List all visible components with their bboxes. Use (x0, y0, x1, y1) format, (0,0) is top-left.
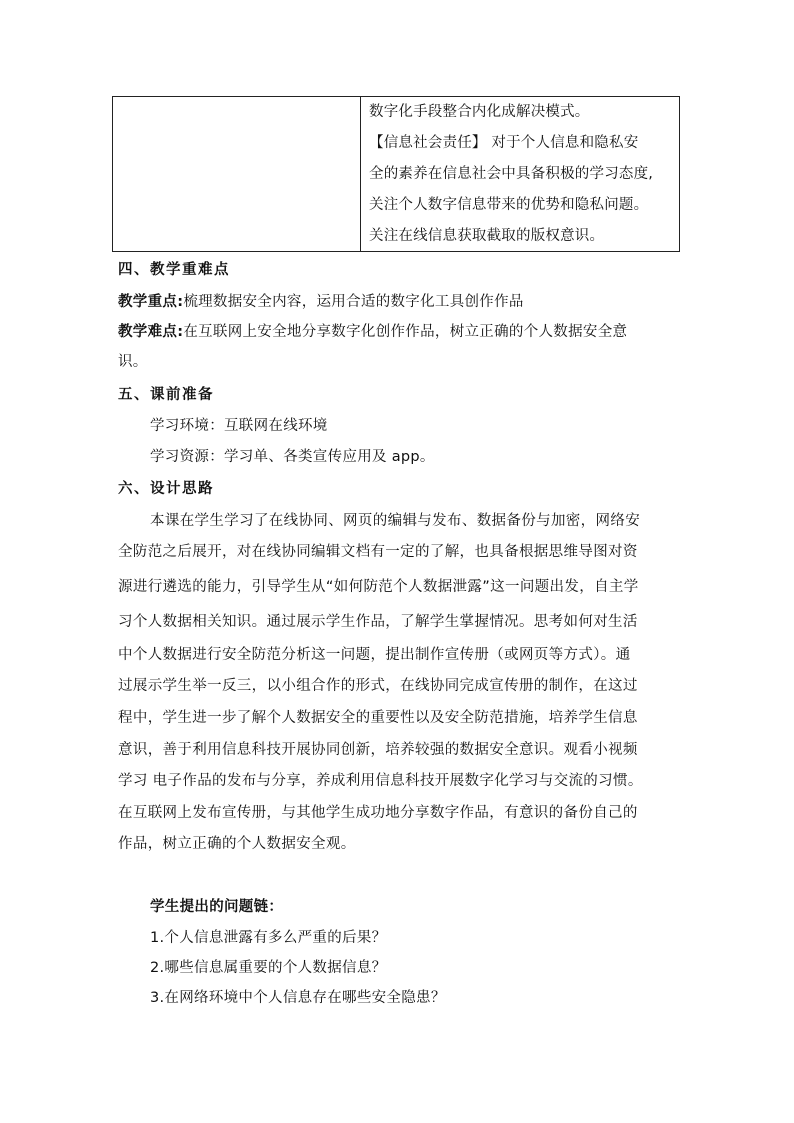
table-line: 关注在线信息获取截取的版权意识。 (369, 228, 605, 244)
table-line: 数字化手段整合内化成解决模式。 (369, 104, 590, 120)
section-heading-key-points: 四、教学重难点 (118, 262, 230, 278)
paragraph-line: 习个人数据相关知识。通过展示学生作品，了解学生掌握情况。思考如何对生活 (118, 614, 638, 630)
paragraph-line: 源进行遴选的能力，引导学生从“如何防范个人数据泄露”这一问题出发，自主学 (118, 579, 639, 595)
key-point-line (118, 292, 524, 312)
table-line: 【信息社会责任】 对于个人信息和隐私安 (369, 135, 639, 151)
section-heading-design: 六、设计思路 (118, 481, 214, 497)
section-heading-preparation: 五、课前准备 (118, 387, 214, 403)
difficult-point-text-cont: 识。 (118, 354, 148, 370)
paragraph-line: 本课在学生学习了在线协同、网页的编辑与发布、数据备份与加密，网络安 (150, 513, 641, 529)
question-item: 1.个人信息泄露有多么严重的后果？ (150, 930, 387, 946)
difficult-point-line (118, 322, 627, 342)
question-chain-title: 学生提出的问题链： (150, 899, 284, 915)
table-line: 全的素养在信息社会中具备积极的学习态度, (369, 166, 654, 182)
paragraph-line: 意识，善于利用信息科技开展协同创新，培养较强的数据安全意识。观看小视频 (118, 742, 638, 758)
difficult-point-label: 教学难点: (118, 324, 184, 340)
objectives-table (112, 96, 680, 252)
paragraph-line: 作品，树立正确的个人数据安全观。 (118, 836, 356, 852)
key-point-label: 教学重点: (118, 294, 184, 310)
learning-resources: 学习资源：学习单、各类宣传应用及 app。 (150, 449, 435, 465)
paragraph-line: 全防范之后展开，对在线协同编辑文档有一定的了解，也具备根据思维导图对资 (118, 544, 638, 560)
paragraph-line: 过展示学生举一反三，以小组合作的形式，在线协同完成宣传册的制作，在这过 (118, 678, 638, 694)
paragraph-line: 程中，学生进一步了解个人数据安全的重要性以及安全防范措施，培养学生信息 (118, 710, 638, 726)
question-item: 2.哪些信息属重要的个人数据信息？ (150, 960, 387, 976)
paragraph-line: 学习 电子作品的发布与分享，养成利用信息科技开展数字化学习与交流的习惯。 (118, 773, 643, 789)
table-line: 关注个人数字信息带来的优势和隐私问题。 (369, 197, 649, 213)
table-cell-right (369, 97, 673, 252)
question-item: 3.在网络环境中个人信息存在哪些安全隐患？ (150, 990, 446, 1006)
paragraph-line: 中个人数据进行安全防范分析这一问题，提出制作宣传册（或网页等方式）。通 (118, 647, 631, 663)
paragraph-line: 在互联网上发布宣传册，与其他学生成功地分享数字作品，有意识的备份自己的 (118, 805, 638, 821)
learning-environment: 学习环境：互联网在线环境 (150, 418, 328, 434)
difficult-point-text: 在互联网上安全地分享数字化创作作品，树立正确的个人数据安全意 (183, 324, 628, 340)
table-column-divider (360, 97, 361, 251)
key-point-text: 梳理数据安全内容，运用合适的数字化工具创作作品 (183, 294, 524, 310)
